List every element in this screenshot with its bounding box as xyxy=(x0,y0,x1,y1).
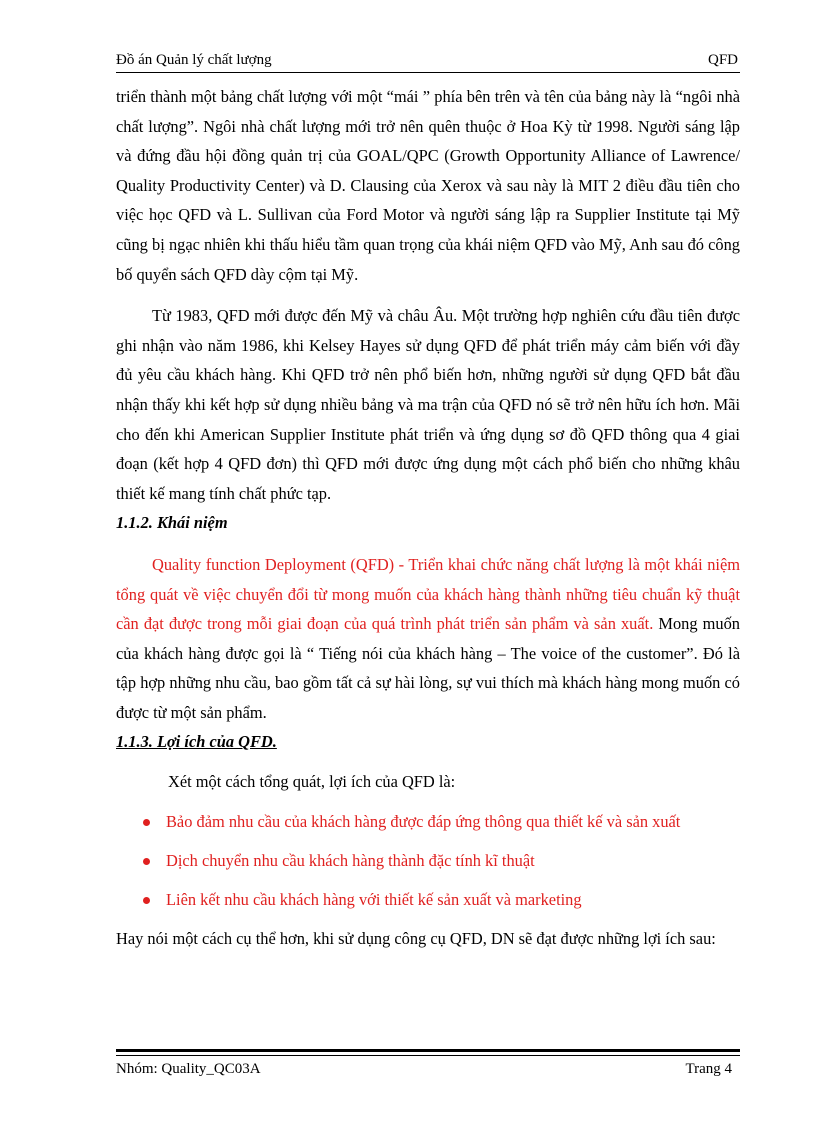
benefits-list xyxy=(116,807,740,924)
list-item: Liên kết nhu cầu khách hàng với thiết kế sản xuất và marketing xyxy=(116,885,740,924)
section-heading-benefits: 1.1.3. Lợi ích của QFD. xyxy=(116,732,277,752)
page-footer xyxy=(116,1059,740,1079)
paragraph-qfd-definition xyxy=(116,550,740,728)
definition-highlight: Quality function Deployment (QFD) - Triển khai chức năng chất lượng là một khái niệm tổng quát về việc chuyển đổi từ mong muốn của khách hàng thành những tiêu chuẩn kỹ thuật cần đạt được trong mỗi giai đoạn của quá trình phát triển sản phẩm và sản xuất. xyxy=(116,554,740,634)
page-header xyxy=(116,50,740,70)
list-item: Bảo đảm nhu cầu của khách hàng được đáp ứng thông qua thiết kế và sản xuất xyxy=(116,807,740,846)
paragraph-benefits-detail: Hay nói một cách cụ thể hơn, khi sử dụng công cụ QFD, DN sẽ đạt được những lợi ích sau: xyxy=(116,928,716,948)
bullet-icon xyxy=(143,819,150,826)
header-topic: QFD xyxy=(707,52,738,68)
page-body xyxy=(116,82,740,953)
header-document-title: Đồ án Quản lý chất lượng xyxy=(116,52,272,68)
paragraph-qfd-spread: Từ 1983, QFD mới được đến Mỹ và châu Âu. Một trường hợp nghiên cứu đầu tiên được ghi nhận vào năm 1986, khi Kelsey Hayes sử dụng QFD để phát triển máy cảm biến với đầy đủ yêu cầu khách hàng. Khi QFD trở nên phổ biến hơn, những người sử dụng QFD bắt đầu nhận thấy khi kết hợp sử dụng nhiều bảng và ma trận của QFD nó sẽ trở nên hữu ích hơn. Mãi cho đến khi American Supplier Institute phát triển và ứng dụng sơ đồ QFD thông qua 4 giai đoạn (kết hợp 4 QFD đơn) thì QFD mới được ứng dụng một cách phổ biến cho những khâu thiết kế mang tính chất phức tạp. xyxy=(116,306,740,503)
footer-divider-thin xyxy=(116,1055,740,1056)
footer-group-name: Nhóm: Quality_QC03A xyxy=(116,1061,261,1077)
list-item: Dịch chuyển nhu cầu khách hàng thành đặc tính kĩ thuật xyxy=(116,846,740,885)
footer-page-number: Trang 4 xyxy=(685,1061,732,1077)
benefits-intro: Xét một cách tổng quát, lợi ích của QFD là: xyxy=(168,772,456,792)
section-heading-concept: 1.1.2. Khái niệm xyxy=(116,513,228,533)
header-divider xyxy=(116,72,740,73)
footer-divider-thick xyxy=(116,1049,740,1052)
definition-rest: Mong muốn của khách hàng được gọi là “ Tiếng nói của khách hàng – The voice of the customer”. Đó là tập hợp những nhu cầu, bao gồm tất cả sự hài lòng, sự vui thích mà khách hàng mong muốn có được từ một sản phẩm. xyxy=(116,614,740,722)
bullet-icon xyxy=(143,897,150,904)
paragraph-history-continued: triển thành một bảng chất lượng với một “mái ” phía bên trên và tên của bảng này là “ngôi nhà chất lượng”. Ngôi nhà chất lượng mới trở nên quên thuộc ở Hoa Kỳ từ 1998. Người sáng lập và đứng đầu hội đồng quản trị của GOAL/QPC (Growth Opportunity Alliance of Lawrence/ Quality Productivity Center) và D. Clausing của Xerox và sau này là MIT 2 điều đầu tiên cho việc học QFD và L. Sullivan của Ford Motor và người sáng lập ra Supplier Institute tại Mỹ cũng bị ngạc nhiên khi thấu hiểu tầm quan trọng của khái niệm QFD vào Mỹ, Anh sau đó công bố quyển sách QFD dày cộm tại Mỹ. xyxy=(116,87,740,284)
bullet-icon xyxy=(143,858,150,865)
